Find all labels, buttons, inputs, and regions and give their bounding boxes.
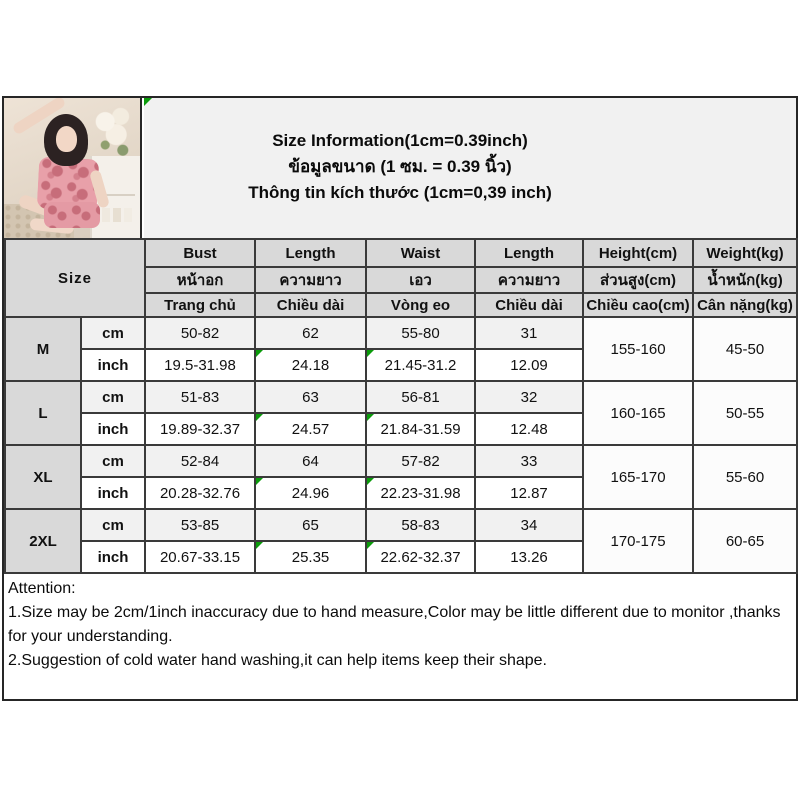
size-row-label: XL (5, 445, 81, 509)
2xl-length-cm: 65 (255, 509, 366, 541)
cell-corner-flag-icon (256, 542, 263, 549)
xl-bust-inch: 20.28-32.76 (145, 477, 255, 509)
xl-length2-cm: 33 (475, 445, 583, 477)
l-height: 160-165 (583, 381, 693, 445)
cell-corner-flag-icon (367, 414, 374, 421)
l-bust-inch: 19.89-32.37 (145, 413, 255, 445)
cell-corner-flag-icon (256, 478, 263, 485)
unit-cell-cm: cm (81, 445, 145, 477)
2xl-waist-cm: 58-83 (366, 509, 475, 541)
xl-bust-cm: 52-84 (145, 445, 255, 477)
cell-corner-flag-icon (367, 350, 374, 357)
col-header-bust-en: Bust (145, 239, 255, 267)
l-length-cm: 63 (255, 381, 366, 413)
title-block (144, 98, 796, 238)
l-length2-inch: 12.48 (475, 413, 583, 445)
2xl-bust-inch: 20.67-33.15 (145, 541, 255, 573)
unit-cell-inch: inch (81, 413, 145, 445)
cell-corner-flag-icon (256, 350, 263, 357)
col-header-length2-vi: Chiều dài (475, 293, 583, 317)
photo-bottles (102, 208, 132, 222)
col-header-length2-en: Length (475, 239, 583, 267)
xl-weight: 55-60 (693, 445, 797, 509)
attention-note (4, 574, 796, 699)
col-header-weight-vi: Cân nặng(kg) (693, 293, 797, 317)
attention-line-2: 2.Suggestion of cold water hand washing,it can help items keep their shape. (8, 652, 547, 669)
col-header-length-vi: Chiều dài (255, 293, 366, 317)
sheet-frame (2, 96, 798, 701)
col-header-waist-th: เอว (366, 267, 475, 293)
col-header-bust-vi: Trang chủ (145, 293, 255, 317)
m-waist-inch: 21.45-31.2 (366, 349, 475, 381)
m-bust-cm: 50-82 (145, 317, 255, 349)
m-weight: 45-50 (693, 317, 797, 381)
l-waist-inch: 21.84-31.59 (366, 413, 475, 445)
col-header-height-th: ส่วนสูง(cm) (583, 267, 693, 293)
title-th: ข้อมูลขนาด (1 ซม. = 0.39 นิ้ว) (288, 157, 512, 176)
unit-cell-cm: cm (81, 317, 145, 349)
cell-corner-flag-icon (367, 542, 374, 549)
m-bust-inch: 19.5-31.98 (145, 349, 255, 381)
col-header-weight-en: Weight(kg) (693, 239, 797, 267)
size-row-label: 2XL (5, 509, 81, 573)
2xl-waist-inch: 22.62-32.37 (366, 541, 475, 573)
xl-length2-inch: 12.87 (475, 477, 583, 509)
xl-waist-cm: 57-82 (366, 445, 475, 477)
l-waist-cm: 56-81 (366, 381, 475, 413)
2xl-bust-cm: 53-85 (145, 509, 255, 541)
col-header-waist-vi: Vòng eo (366, 293, 475, 317)
size-row-label: L (5, 381, 81, 445)
m-length2-cm: 31 (475, 317, 583, 349)
2xl-length2-cm: 34 (475, 509, 583, 541)
size-header-cell: Size (5, 239, 145, 317)
xl-length-inch: 24.96 (255, 477, 366, 509)
2xl-length-inch: 25.35 (255, 541, 366, 573)
unit-cell-cm: cm (81, 381, 145, 413)
unit-cell-inch: inch (81, 541, 145, 573)
2xl-length2-inch: 13.26 (475, 541, 583, 573)
m-waist-cm: 55-80 (366, 317, 475, 349)
cell-corner-flag-icon (367, 478, 374, 485)
attention-line-1: 1.Size may be 2cm/1inch inaccuracy due to hand measure,Color may be little different due to monitor ,thanks for your understanding. (8, 604, 781, 645)
col-header-length2-th: ความยาว (475, 267, 583, 293)
col-header-height-vi: Chiều cao(cm) (583, 293, 693, 317)
cell-corner-flag-icon (144, 98, 152, 106)
m-length-inch: 24.18 (255, 349, 366, 381)
unit-cell-inch: inch (81, 349, 145, 381)
col-header-length-en: Length (255, 239, 366, 267)
title-vi: Thông tin kích thước (1cm=0,39 inch) (248, 183, 552, 202)
m-length-cm: 62 (255, 317, 366, 349)
2xl-height: 170-175 (583, 509, 693, 573)
title-en: Size Information(1cm=0.39inch) (272, 131, 528, 150)
col-header-bust-th: หน้าอก (145, 267, 255, 293)
2xl-weight: 60-65 (693, 509, 797, 573)
col-header-height-en: Height(cm) (583, 239, 693, 267)
size-table (4, 238, 798, 574)
col-header-waist-en: Waist (366, 239, 475, 267)
xl-waist-inch: 22.23-31.98 (366, 477, 475, 509)
m-height: 155-160 (583, 317, 693, 381)
attention-heading: Attention: (8, 580, 76, 597)
l-weight: 50-55 (693, 381, 797, 445)
l-bust-cm: 51-83 (145, 381, 255, 413)
l-length2-cm: 32 (475, 381, 583, 413)
col-header-weight-th: น้ำหนัก(kg) (693, 267, 797, 293)
unit-cell-inch: inch (81, 477, 145, 509)
xl-length-cm: 64 (255, 445, 366, 477)
xl-height: 165-170 (583, 445, 693, 509)
unit-cell-cm: cm (81, 509, 145, 541)
m-length2-inch: 12.09 (475, 349, 583, 381)
cell-corner-flag-icon (256, 414, 263, 421)
l-length-inch: 24.57 (255, 413, 366, 445)
col-header-length-th: ความยาว (255, 267, 366, 293)
size-row-label: M (5, 317, 81, 381)
